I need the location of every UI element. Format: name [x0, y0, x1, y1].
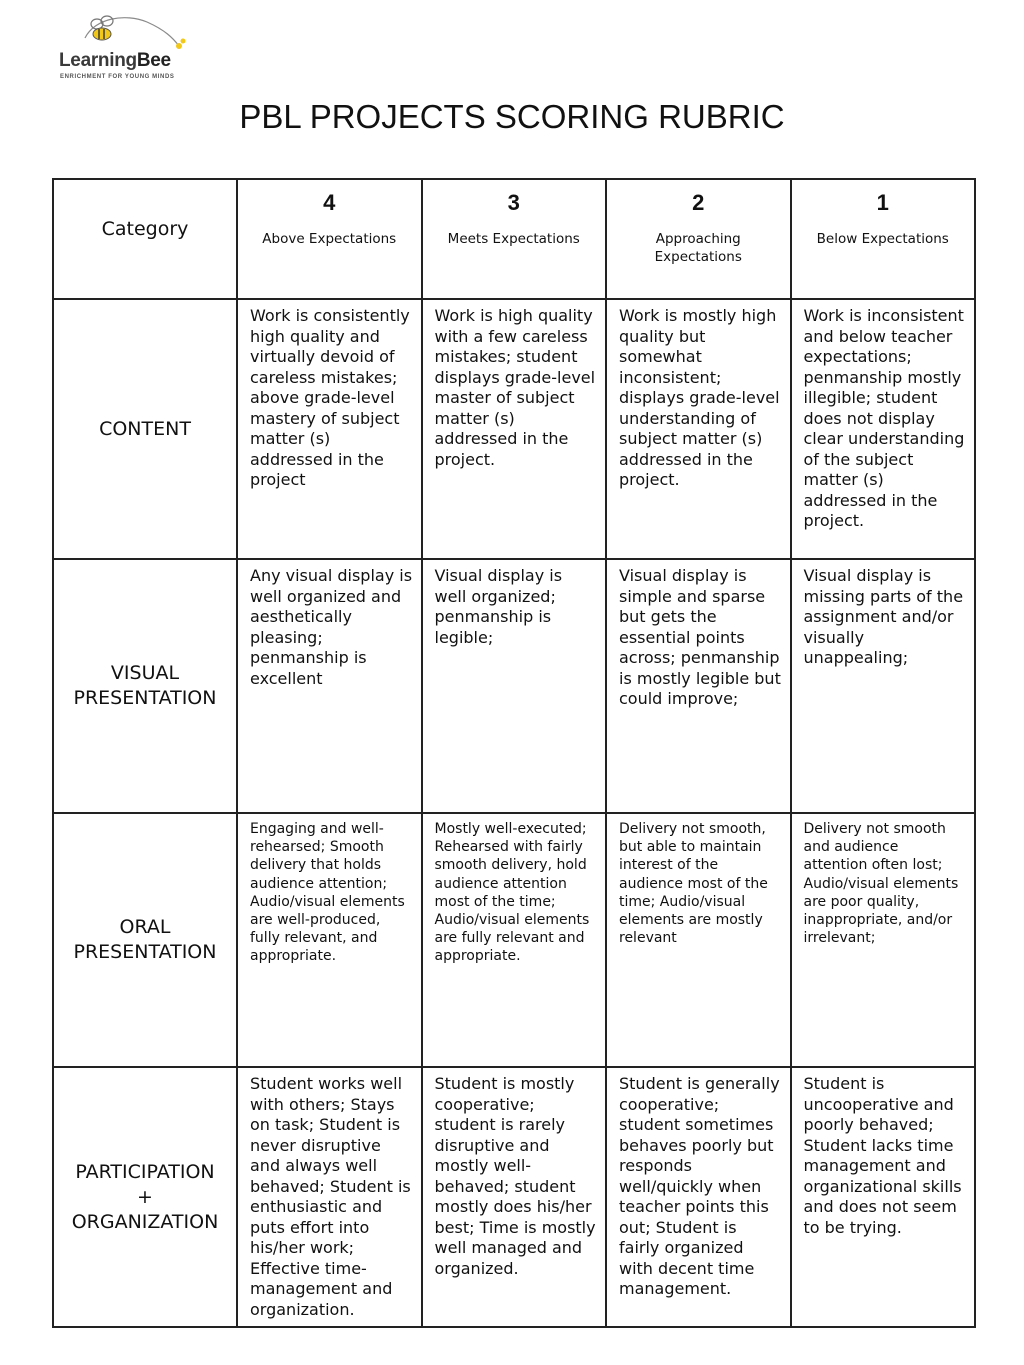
criteria-cell: Delivery not smooth and audience attention often lost; Audio/visual elements are poor quality, inappropriate, and/or irrelevant;	[791, 813, 976, 1067]
rubric-row-content	[53, 299, 975, 559]
header-row	[53, 179, 975, 299]
criteria-cell: Student is generally cooperative; student sometimes behaves poorly but responds well/quickly when teacher points this out; Student is fairly organized with decent time management.	[606, 1067, 791, 1327]
criteria-cell: Work is inconsistent and below teacher expectations; penmanship mostly illegible; student does not display clear understanding of the subject matter (s) addressed in the project.	[791, 299, 976, 559]
category-cell: PARTICIPATION + ORGANIZATION	[53, 1067, 237, 1327]
rubric-row-visual-presentation	[53, 559, 975, 813]
level-label: Above Expectations	[262, 231, 397, 247]
category-header: Category	[53, 179, 237, 299]
rubric-table	[52, 178, 976, 1328]
level-label: Meets Expectations	[447, 231, 580, 247]
level-label: Below Expectations	[816, 231, 949, 247]
score-label: 2	[692, 190, 705, 215]
score-label: 3	[507, 190, 520, 215]
level-header-4	[237, 179, 422, 299]
criteria-cell: Any visual display is well organized and aesthetically pleasing; penmanship is excellent	[237, 559, 422, 813]
criteria-cell: Work is high quality with a few careless mistakes; student displays grade-level master of subject matter (s) addressed in the project.	[422, 299, 607, 559]
score-label: 1	[876, 190, 889, 215]
rubric-row-oral-presentation	[53, 813, 975, 1067]
criteria-cell: Visual display is simple and sparse but gets the essential points across; penmanship is mostly legible but could improve;	[606, 559, 791, 813]
criteria-cell: Visual display is well organized; penmanship is legible;	[422, 559, 607, 813]
criteria-cell: Delivery not smooth, but able to maintain interest of the audience most of the time; Audio/visual elements are mostly relevant	[606, 813, 791, 1067]
category-cell: VISUAL PRESENTATION	[53, 559, 237, 813]
level-header-1	[791, 179, 976, 299]
level-header-3	[422, 179, 607, 299]
learningbee-logo	[55, 8, 195, 84]
category-cell: CONTENT	[53, 299, 237, 559]
logo-word-learning: Learning	[59, 50, 137, 71]
category-cell: ORAL PRESENTATION	[53, 813, 237, 1067]
level-header-2	[606, 179, 791, 299]
logo-word-bee: Bee	[136, 50, 171, 71]
logo-tagline: ENRICHMENT FOR YOUNG MINDS	[60, 74, 175, 80]
criteria-cell: Student is uncooperative and poorly behaved; Student lacks time management and organizational skills and does not seem to be trying.	[791, 1067, 976, 1327]
criteria-cell: Visual display is missing parts of the assignment and/or visually unappealing;	[791, 559, 976, 813]
criteria-cell: Work is consistently high quality and virtually devoid of careless mistakes; above grade-level mastery of subject matter (s) addressed in the project	[237, 299, 422, 559]
score-label: 4	[323, 190, 336, 215]
level-label: Approaching Expectations	[654, 231, 742, 265]
criteria-cell: Student is mostly cooperative; student is rarely disruptive and mostly well-behaved; student mostly does his/her best; Time is mostly well managed and organized.	[422, 1067, 607, 1327]
logo-wordmark	[59, 50, 171, 72]
criteria-cell: Student works well with others; Stays on task; Student is never disruptive and always well behaved; Student is enthusiastic and puts effort into his/her work; Effective time-management and organization.	[237, 1067, 422, 1327]
criteria-cell: Engaging and well-rehearsed; Smooth delivery that holds audience attention; Audio/visual elements are well-produced, fully relevant, and appropriate.	[237, 813, 422, 1067]
rubric-row-participation-organization	[53, 1067, 975, 1327]
page-title: PBL PROJECTS SCORING RUBRIC	[239, 98, 785, 135]
criteria-cell: Work is mostly high quality but somewhat inconsistent; displays grade-level understanding of subject matter (s) addressed in the project.	[606, 299, 791, 559]
criteria-cell: Mostly well-executed; Rehearsed with fairly smooth delivery, hold audience attention most of the time; Audio/visual elements are fully relevant and appropriate.	[422, 813, 607, 1067]
